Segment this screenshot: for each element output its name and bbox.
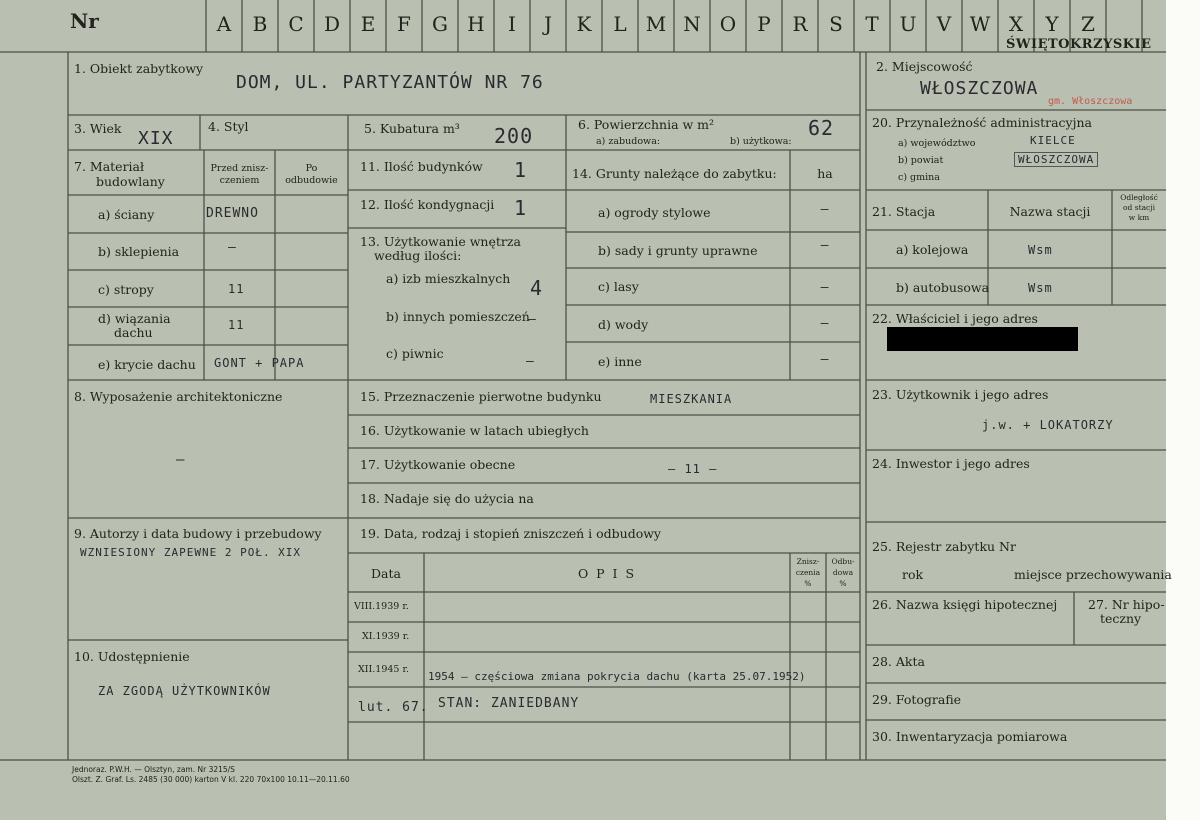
nr-label: Nr <box>70 9 99 33</box>
value-inne: — <box>820 352 830 367</box>
footer-print-line-1: Jednoraz. P.W.H. — Olsztyn, zam. Nr 3215/S <box>72 765 235 774</box>
field-ksiega: 26. Nazwa księgi hipotecznej <box>872 597 1058 612</box>
field-uzytk-ubiegle: 16. Użytkowanie w latach ubiegłych <box>360 423 589 438</box>
field-nr-hipo-2: teczny <box>1100 611 1142 626</box>
value-piwnic: — <box>526 354 535 369</box>
index-letter: O <box>719 12 737 36</box>
field-pow-zabudowa: a) zabudowa: <box>596 136 661 147</box>
index-letter: F <box>397 12 411 36</box>
value-lasy: — <box>820 280 830 295</box>
col-data: Data <box>371 566 401 581</box>
field-akta: 28. Akta <box>872 654 925 669</box>
index-letter: L <box>613 12 627 36</box>
index-letter: V <box>936 12 952 36</box>
field-piwnic: c) piwnic <box>386 346 444 361</box>
value-kolejowa: Wsm <box>1028 243 1053 257</box>
field-przeznaczenie: 15. Przeznaczenie pierwotne budynku <box>360 389 602 404</box>
index-letter: K <box>576 12 592 36</box>
value-sklepienia: — <box>228 240 237 255</box>
col-przed-zniszcz: Przed znisz- <box>210 163 269 174</box>
field-powiat: b) powiat <box>898 155 944 166</box>
value-miejscowosc: WŁOSZCZOWA <box>920 78 1039 99</box>
row-autobusowa: b) autobusowa <box>896 280 990 295</box>
index-letter: I <box>508 12 516 36</box>
field-autorzy: 9. Autorzy i data budowy i przebudowy <box>74 526 322 541</box>
field-uzytkownik: 23. Użytkownik i jego adres <box>872 387 1049 402</box>
field-miejsce: miejsce przechowywania <box>1014 567 1172 582</box>
index-letter: X <box>1008 12 1024 36</box>
value-ogrody: — <box>820 202 830 217</box>
field-innych-pom: b) innych pomieszczeń <box>386 309 530 324</box>
value-autorzy: WZNIESIONY ZAPEWNE 2 POŁ. XIX <box>80 546 302 559</box>
date-1939-viii: VIII.1939 r. <box>354 601 409 612</box>
field-material-label: 7. Materiał <box>74 159 145 174</box>
field-nr-hipo: 27. Nr hipo- <box>1088 597 1165 612</box>
col-ha: ha <box>817 166 833 181</box>
value-opis-1945: 1954 – częściowa zmiana pokrycia dachu (karta 25.07.1952) <box>428 670 806 683</box>
index-letter: P <box>757 12 771 36</box>
value-obiekt: DOM, UL. PARTYZANTÓW NR 76 <box>236 72 544 93</box>
value-kondygnacji: 1 <box>514 196 528 220</box>
index-letter: H <box>467 12 485 36</box>
field-uzytkowanie-wnetrza-2: według ilości: <box>374 248 462 263</box>
field-nadaje: 18. Nadaje się do użycia na <box>360 491 534 506</box>
col-zniszcz-3: % <box>804 579 812 588</box>
col-po-odbud: Po <box>305 163 318 174</box>
row-ogrody: a) ogrody stylowe <box>598 205 711 220</box>
col-odleglosc-3: w km <box>1128 213 1150 222</box>
index-letter: Y <box>1045 12 1059 36</box>
field-ilosc-budynkow: 11. Ilość budynków <box>360 159 483 174</box>
col-odbud: Odbu- <box>831 557 855 566</box>
value-wyposazenie: — <box>176 452 186 468</box>
index-letter: N <box>683 12 701 36</box>
field-inwentaryzacja: 30. Inwentaryzacja pomiarowa <box>872 729 1068 744</box>
value-krycie: GONT + PAPA <box>214 356 305 370</box>
col-po-odbud-2: odbudowie <box>285 175 338 186</box>
col-odleglosc-2: od stacji <box>1123 203 1155 212</box>
field-stacja: 21. Stacja <box>872 204 936 219</box>
value-gmina-note: gm. Włoszczowa <box>1048 96 1133 107</box>
value-kubatura: 200 <box>494 124 534 148</box>
value-udostepnienie: ZA ZGODĄ UŻYTKOWNIKÓW <box>98 684 271 698</box>
index-letter: B <box>252 12 268 36</box>
date-1939-xi: XI.1939 r. <box>362 631 410 642</box>
field-material-label-2: budowlany <box>96 174 165 189</box>
field-grunty: 14. Grunty należące do zabytku: <box>572 166 777 181</box>
row-sady: b) sady i grunty uprawne <box>598 243 758 258</box>
value-wody: — <box>820 316 830 331</box>
field-wlasciciel: 22. Właściciel i jego adres <box>872 311 1038 326</box>
index-letter: E <box>360 12 376 36</box>
row-wiazania: d) wiązania <box>98 311 171 326</box>
col-zniszcz-2: czenia <box>795 568 821 577</box>
field-rok: rok <box>902 567 924 582</box>
field-wyposazenie: 8. Wyposażenie architektoniczne <box>74 389 283 404</box>
index-letter: A <box>216 12 232 36</box>
field-wiek-label: 3. Wiek <box>74 121 122 136</box>
col-opis: O P I S <box>577 566 637 581</box>
col-odbud-3: % <box>839 579 847 588</box>
index-letter: U <box>899 12 917 36</box>
value-izb: 4 <box>530 276 544 300</box>
value-sady: — <box>820 238 830 253</box>
field-przynaleznosc-label: 20. Przynależność administracyjna <box>872 115 1092 130</box>
footer-print-line-2: Olszt. Z. Graf. Ls. 2485 (30 000) karton V kl. 220 70x100 10.11—20.11.60 <box>72 775 350 784</box>
field-styl-label: 4. Styl <box>208 119 249 134</box>
index-letter: R <box>792 12 808 36</box>
value-powiat: WŁOSZCZOWA <box>1014 152 1098 167</box>
value-sciany: DREWNO <box>206 206 259 221</box>
col-przed-zniszcz-2: czeniem <box>219 175 260 186</box>
col-nazwa-stacji: Nazwa stacji <box>1009 204 1091 219</box>
row-lasy: c) lasy <box>598 279 639 294</box>
value-data-stan: lut. 67. <box>358 700 429 715</box>
field-ilosc-kondygnacji: 12. Ilość kondygnacji <box>360 197 495 212</box>
field-kubatura-label: 5. Kubatura m³ <box>364 121 460 136</box>
col-odleglosc: Odległość <box>1120 193 1158 202</box>
field-obiekt-label: 1. Obiekt zabytkowy <box>74 61 204 76</box>
field-izb: a) izb mieszkalnych <box>386 271 511 286</box>
index-letter: T <box>865 12 879 36</box>
field-rejestr: 25. Rejestr zabytku Nr <box>872 539 1016 554</box>
index-letter: G <box>432 12 448 36</box>
value-wiek: XIX <box>138 128 174 149</box>
row-wiazania-2: dachu <box>114 325 153 340</box>
value-opis-stan: STAN: ZANIEDBANY <box>438 696 580 711</box>
field-data-rodzaj: 19. Data, rodzaj i stopień zniszczeń i odbudowy <box>360 526 661 541</box>
date-1945-xii: XII.1945 r. <box>358 664 410 675</box>
value-wojewodztwo: KIELCE <box>1030 134 1076 147</box>
value-pow-uzytkowa: 62 <box>808 116 835 140</box>
index-letter: W <box>969 12 991 36</box>
field-inwestor: 24. Inwestor i jego adres <box>872 456 1030 471</box>
value-budynkow: 1 <box>514 158 528 182</box>
field-gmina: c) gmina <box>898 172 940 183</box>
col-zniszcz: Znisz- <box>796 557 820 566</box>
field-miejscowosc-label: 2. Miejscowość <box>876 59 973 74</box>
index-letter: D <box>323 12 341 36</box>
field-pow-uzytkowa: b) użytkowa: <box>730 136 792 147</box>
field-uzytk-obecne: 17. Użytkowanie obecne <box>360 457 516 472</box>
value-przeznaczenie: MIESZKANIA <box>650 392 733 406</box>
value-uzytkownik: j.w. + LOKATORZY <box>982 418 1114 432</box>
field-powierzchnia-label: 6. Powierzchnia w m² <box>578 117 715 132</box>
field-wojewodztwo: a) województwo <box>898 138 976 149</box>
value-wiazania: 11 <box>228 318 245 332</box>
field-udostepnienie: 10. Udostępnienie <box>74 649 190 664</box>
row-kolejowa: a) kolejowa <box>896 242 969 257</box>
index-letter: J <box>543 12 553 36</box>
index-letter: C <box>288 12 304 36</box>
col-odbud-2: dowa <box>832 568 854 577</box>
redaction-bar <box>887 327 1078 351</box>
row-stropy: c) stropy <box>98 282 154 297</box>
row-wody: d) wody <box>598 317 649 332</box>
value-autobusowa: Wsm <box>1028 281 1053 295</box>
region-stamp: ŚWIĘTOKRZYSKIE <box>1006 37 1152 52</box>
field-uzytkowanie-wnetrza: 13. Użytkowanie wnętrza <box>360 234 521 249</box>
field-fotografie: 29. Fotografie <box>872 692 962 707</box>
index-letter: S <box>829 12 843 36</box>
index-letter: Z <box>1081 12 1095 36</box>
row-inne: e) inne <box>598 354 642 369</box>
value-innych: — <box>528 312 537 327</box>
row-sklepienia: b) sklepienia <box>98 244 180 259</box>
row-krycie: e) krycie dachu <box>98 357 196 372</box>
value-stropy: 11 <box>228 282 245 296</box>
index-letter: M <box>645 12 667 36</box>
value-obecne: — 11 — <box>668 462 718 476</box>
row-sciany: a) ściany <box>98 207 155 222</box>
